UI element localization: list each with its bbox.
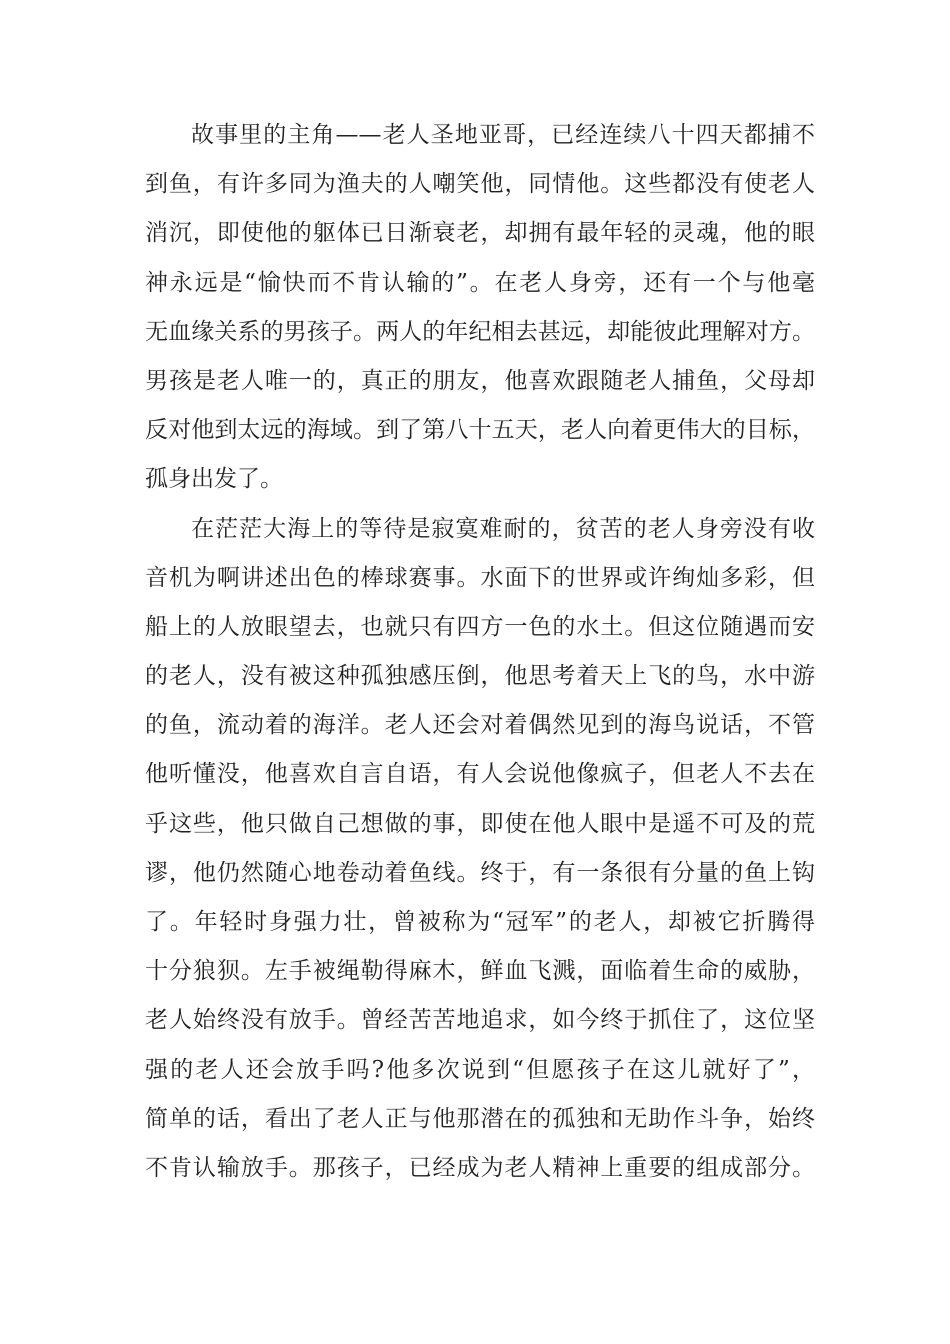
text-line: 孤身出发了。 (145, 466, 283, 493)
text-line: 十分狼狈。左手被绳勒得麻木，鲜血飞溅，面临着生命的威胁， (145, 958, 815, 985)
text-line: 了。年轻时身强力壮，曾被称为“冠军”的老人，却被它折腾得 (145, 909, 815, 935)
text-line: 到鱼，有许多同为渔夫的人嘲笑他，同情他。这些都没有使老人 (145, 171, 815, 198)
text-line: 反对他到太远的海域。到了第八十五天，老人向着更伟大的目标， (145, 417, 815, 444)
text-line: 消沉，即使他的躯体已日渐衰老，却拥有最年轻的灵魂，他的眼 (145, 220, 815, 247)
text-line: 谬，他仍然随心地卷动着鱼线。终于，有一条很有分量的鱼上钩 (145, 859, 815, 886)
text-line: 在茫茫大海上的等待是寂寞难耐的，贫苦的老人身旁没有收 (191, 515, 815, 542)
text-line: 的老人，没有被这种孤独感压倒，他思考着天上飞的鸟，水中游 (145, 663, 815, 690)
text-line: 不肯认输放手。那孩子，已经成为老人精神上重要的组成部分。 (145, 1154, 815, 1181)
text-line: 无血缘关系的男孩子。两人的年纪相去甚远，却能彼此理解对方。 (145, 318, 815, 345)
paragraph-2 (145, 505, 815, 1194)
text-line: 乎这些，他只做自己想做的事，即使在他人眼中是遥不可及的荒 (145, 810, 815, 837)
text-line: 强的老人还会放手吗?他多次说到“但愿孩子在这儿就好了”， (145, 1056, 815, 1083)
text-line: 神永远是“愉快而不肯认输的”。在老人身旁，还有一个与他毫 (145, 269, 815, 296)
text-line: 的鱼，流动着的海洋。老人还会对着偶然见到的海鸟说话，不管 (145, 712, 815, 739)
text-line: 音机为啊讲述出色的棒球赛事。水面下的世界或许绚灿多彩，但 (145, 564, 815, 591)
paragraph-1 (145, 111, 815, 505)
text-line: 简单的话，看出了老人正与他那潜在的孤独和无助作斗争，始终 (145, 1105, 815, 1132)
text-line: 老人始终没有放手。曾经苦苦地追求，如今终于抓住了，这位坚 (145, 1007, 815, 1034)
body-text (145, 111, 815, 1193)
text-line: 男孩是老人唯一的，真正的朋友，他喜欢跟随老人捕鱼，父母却 (145, 367, 815, 394)
text-line: 故事里的主角——老人圣地亚哥，已经连续八十四天都捕不 (191, 122, 815, 148)
text-line: 船上的人放眼望去，也就只有四方一色的水土。但这位随遇而安 (145, 613, 815, 640)
text-line: 他听懂没，他喜欢自言自语，有人会说他像疯子，但老人不去在 (145, 761, 815, 788)
